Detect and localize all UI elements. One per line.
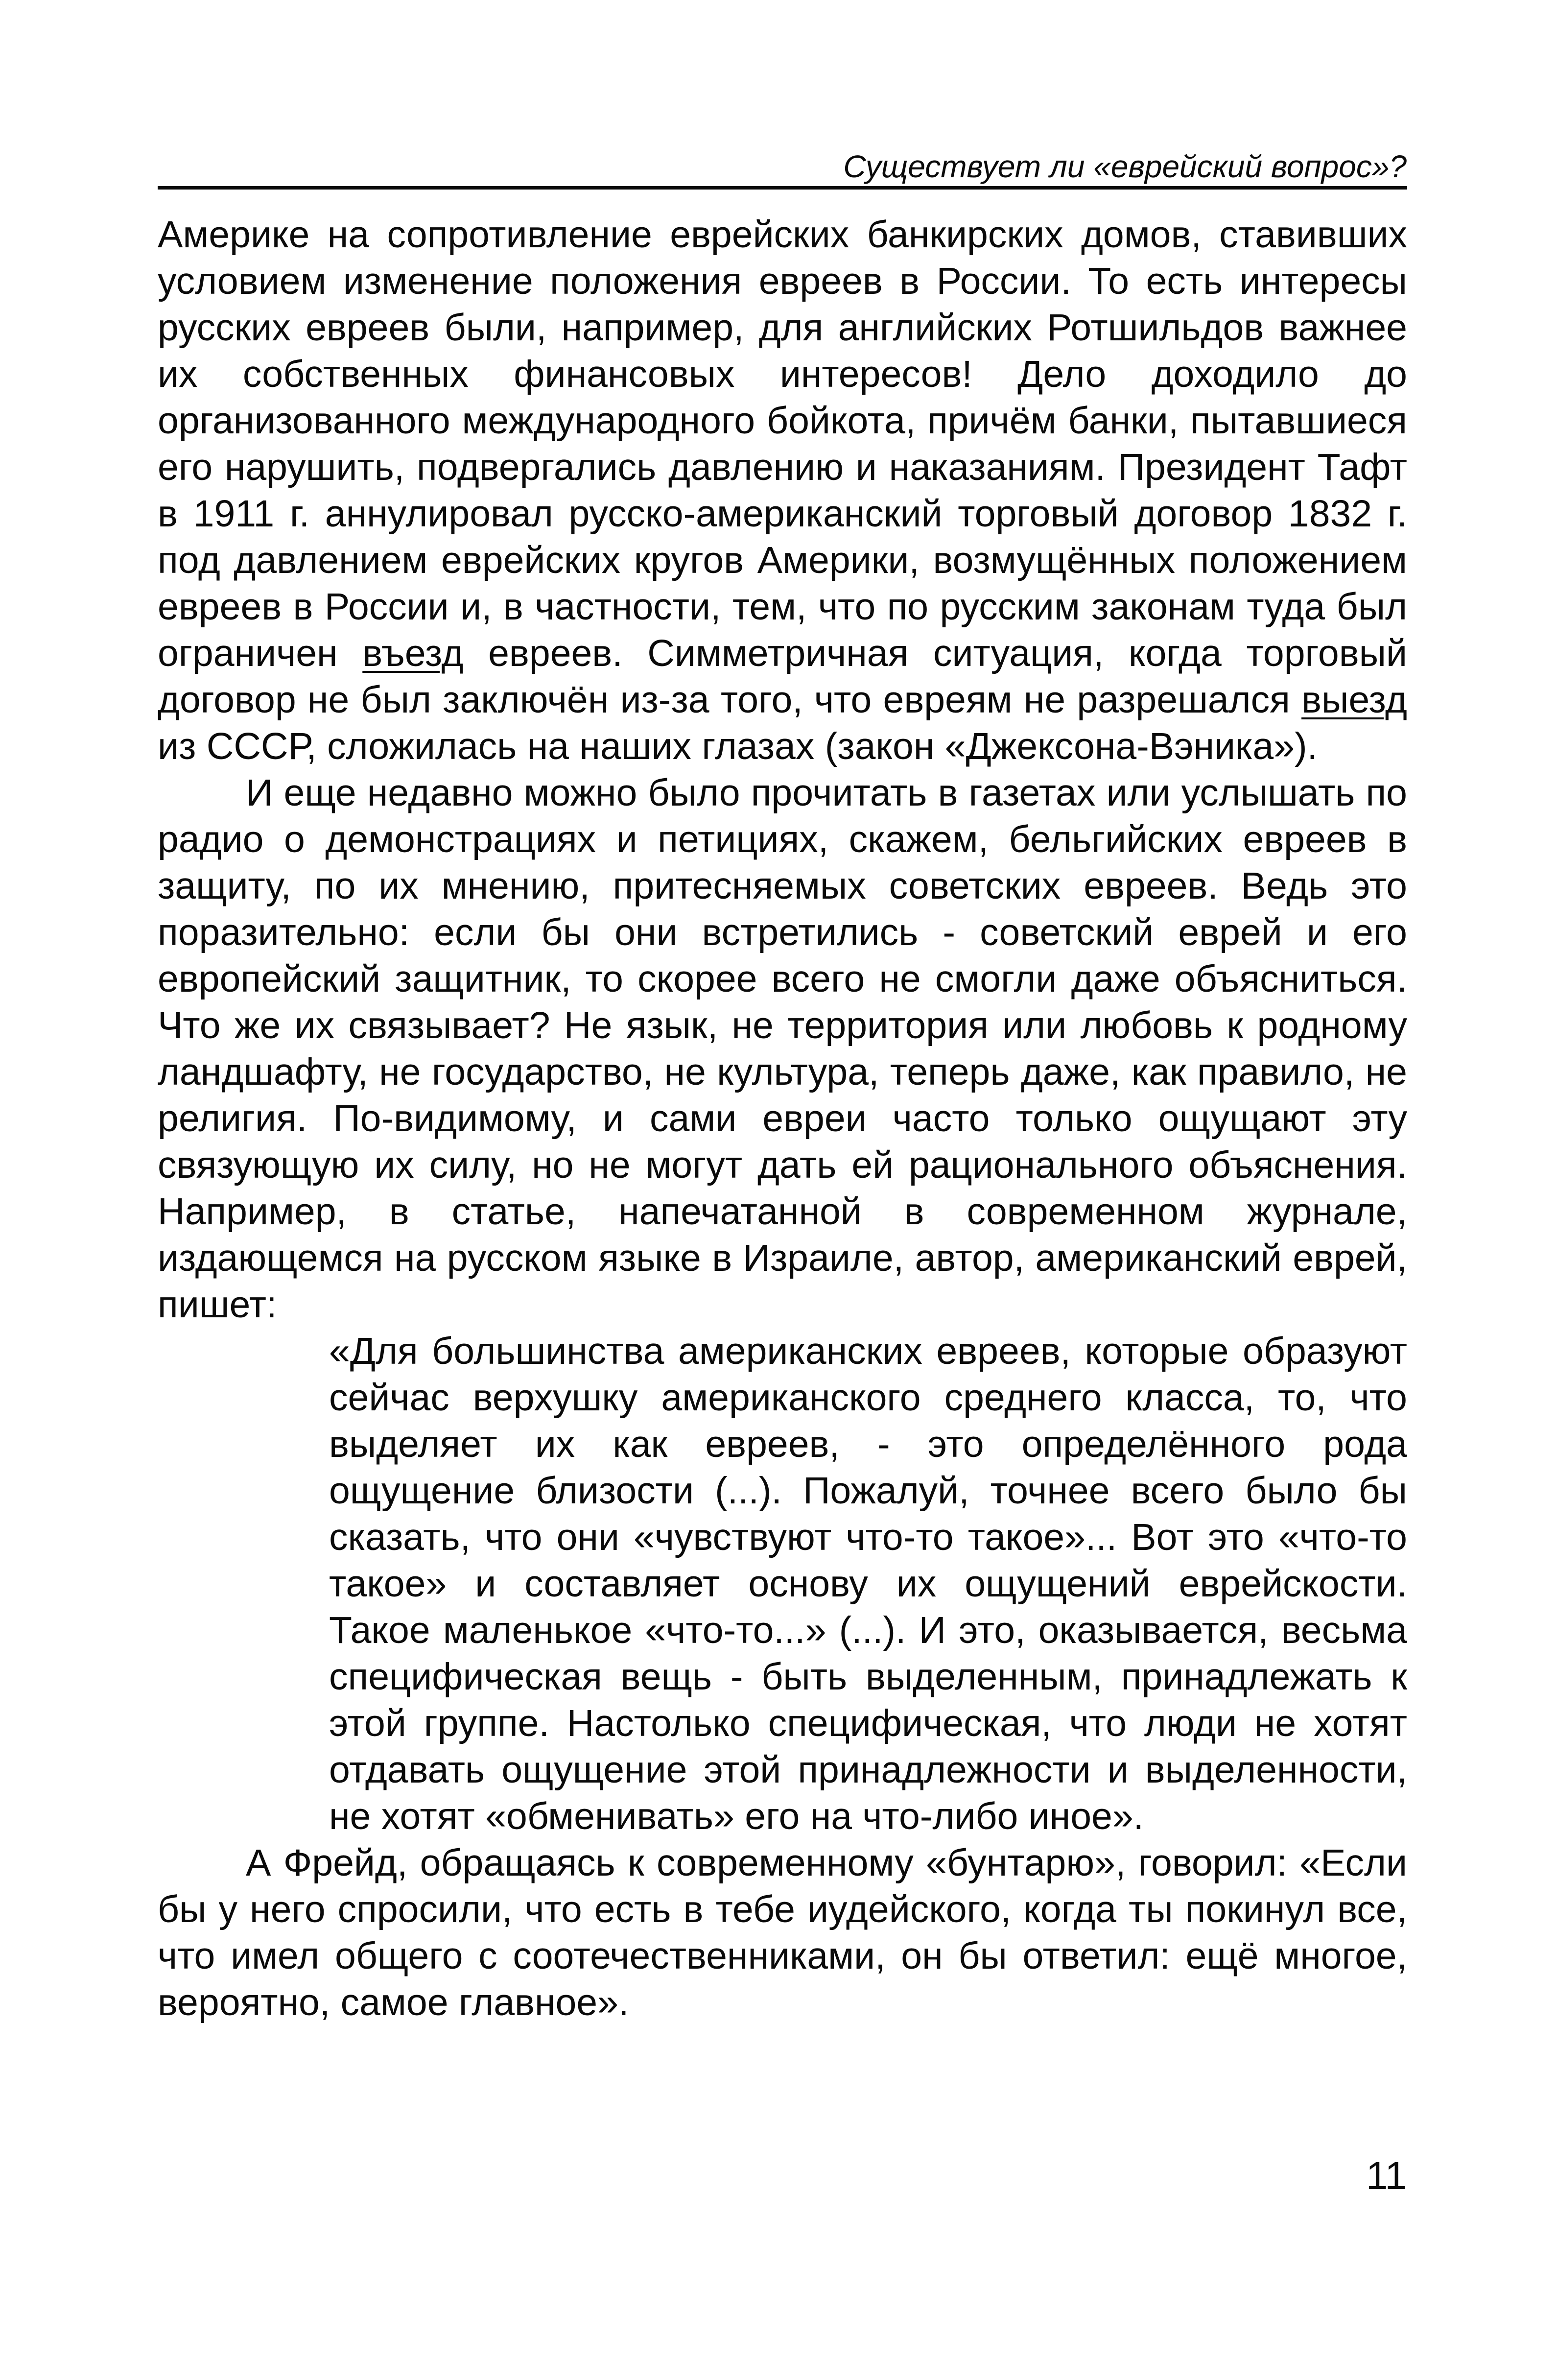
running-header-title: Существует ли «еврейский вопрос»? bbox=[843, 149, 1407, 184]
page-number: 11 bbox=[1366, 2154, 1407, 2197]
paragraph-3: А Фрейд, обращаясь к современному «бунтарю», говорил: «Если бы у него спросили, что есть в тебе иудейского, когда ты покинул все, что имел общего с соотечественниками, он бы ответил: ещё многое, вероятно, самое главное». bbox=[158, 1842, 1407, 2023]
underlined-word-exit: выезд bbox=[1301, 679, 1407, 721]
paragraph-1-text-b: евреев. Симметричная ситуация, когда торговый договор не был заключён из-за того, что евреям не разрешался bbox=[158, 632, 1407, 721]
paragraph-1-text-c: из СССР, сложилась на наших глазах (закон «Джексона-Вэника»). bbox=[158, 725, 1318, 767]
paragraph-1 bbox=[158, 212, 1407, 770]
paragraph-1-text-a: Америке на сопротивление еврейских банкирских домов, ставивших условием изменение положения евреев в России. То есть интересы русских евреев были, например, для английских Ротшильдов важнее их собственных финансовых интересов! Дело доходило до организованного международного бойкота, причём банки, пытавшиеся его нарушить, подвергались давлению и наказаниям. Президент Тафт в 1911 г. аннулировал русско-американский торговый договор 1832 г. под давлением еврейских кругов Америки, возмущённых положением евреев в России и, в частности, тем, что по русским законам туда был ограничен bbox=[158, 214, 1407, 674]
block-quote: «Для большинства американских евреев, которые образуют сейчас верхушку американского среднего класса, то, что выделяет их как евреев, - это определённого рода ощущение близости (...). Пожалуй, точнее всего было бы сказать, что они «чувствуют что-то такое»... Вот это «что-то такое» и составляет основу их ощущений еврейскости. Такое маленькое «что-то...» (...). И это, оказывается, весьма специфическая вещь - быть выделенным, принадлежать к этой группе. Настолько специфическая, что люди не хотят отдавать ощущение этой принадлежности и выделенности, не хотят «обменивать» его на что-либо иное». bbox=[329, 1330, 1407, 1837]
header-rule bbox=[158, 186, 1407, 190]
body-text bbox=[158, 212, 1407, 2026]
underlined-word-entry: въезд bbox=[362, 632, 464, 674]
paragraph-2: И еще недавно можно было прочитать в газетах или услышать по радио о демонстрациях и петициях, скажем, бельгийских евреев в защиту, по их мнению, притесняемых советских евреев. Ведь это поразительно: если бы они встретились - советский еврей и его европейский защитник, то скорее всего не смогли даже объясниться. Что же их связывает? Не язык, не территория или любовь к родному ландшафту, не государство, не культура, теперь даже, как правило, не религия. По-видимому, и сами евреи часто только ощущают эту связующую их силу, но не могут дать ей рационального объяснения. Например, в статье, напечатанной в современном журнале, издающемся на русском языке в Израиле, автор, американский еврей, пишет: bbox=[158, 772, 1407, 1326]
